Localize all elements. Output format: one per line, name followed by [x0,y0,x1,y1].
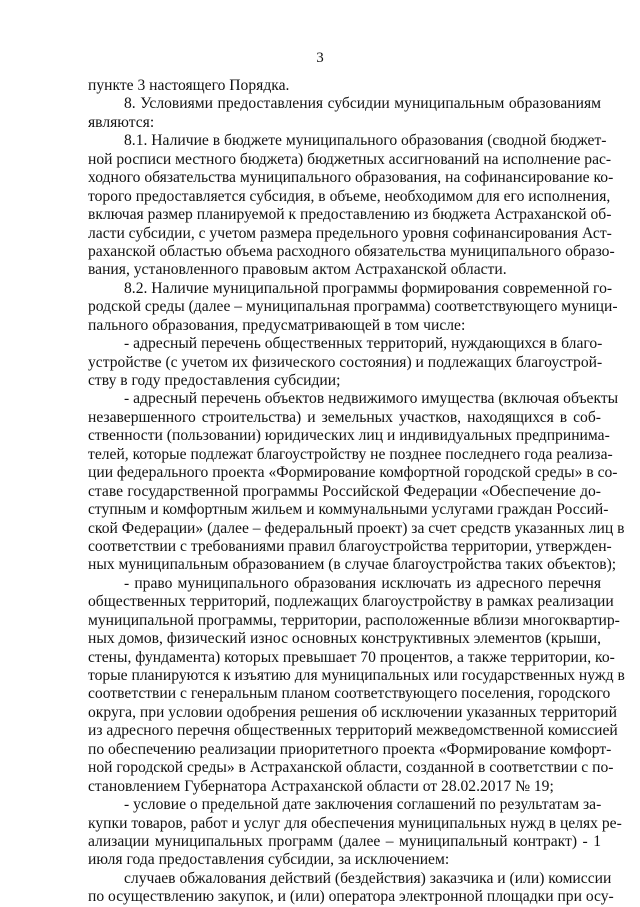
text-line: ласти субсидии, с учетом размера предельного уровня софинансирования Аст- [88,224,612,242]
text-line: телей, которые подлежат благоустройству не позднее последнего года реализа- [88,445,613,463]
text-line: соответствии с требованиями правил благоустройства территории, утвержден- [88,537,612,555]
page-number: 3 [316,50,324,66]
document-body [88,77,625,907]
text-line: купки товаров, работ и услуг для обеспечения муниципальных нужд в целях ре- [88,814,622,832]
text-line: являются: [88,113,155,131]
text-line: незавершенного строительства) и земельных участков, находящихся в соб- [88,408,601,426]
text-line: случаев обжалования действий (бездействия) заказчика и (или) комиссии [124,869,612,887]
text-line: ственности (пользовании) юридических лиц и индивидуальных предпринима- [88,427,610,445]
text-line: июля года предоставления субсидии, за исключением: [88,851,450,869]
text-line: пункте 3 настоящего Порядка. [88,77,290,94]
text-line: 8. Условиями предоставления субсидии муниципальным образованиям [124,95,601,113]
text-line: общественных территорий, подлежащих благоустройству в рамках реализации [88,593,614,611]
text-line: - право муниципального образования исключать из адресного перечня [124,574,601,592]
text-line: 8.1. Наличие в бюджете муниципального образования (сводной бюджет- [124,132,607,150]
text-line: ции федерального проекта «Формирование комфортной городской среды» в со- [88,464,618,482]
text-line: стены, фундамента) которых превышает 70 процентов, а также территории, ко- [88,648,615,666]
text-line: - адресный перечень общественных территорий, нуждающихся в благо- [124,335,603,353]
text-line: - адресный перечень объектов недвижимого имущества (включая объекты [124,390,619,408]
text-line: становлением Губернатора Астраханской области от 28.02.2017 № 19; [88,777,554,795]
text-line: устройстве (с учетом их физического состояния) и подлежащих благоустрой- [88,353,603,371]
text-line: 8.2. Наличие муниципальной программы формирования современной го- [124,279,613,297]
text-line: ных муниципальным образованием (в случае благоустройства таких объектов); [88,556,617,574]
text-line: торые планируются к изъятию для муниципальных или государственных нужд в [88,667,625,684]
text-line: пального образования, предусматривающей в том числе: [88,316,466,334]
text-line: вания, установленного правовым актом Астраханской области. [88,261,507,279]
text-line: ализации муниципальных программ (далее – муниципальный контракт) - 1 [88,832,601,850]
text-line: соответствии с генеральным планом соответствующего поселения, городского [88,685,611,703]
text-line: - условие о предельной дате заключения соглашений по результатам за- [124,796,602,814]
text-line: муниципальной программы, территории, расположенные вблизи многоквартир- [88,611,620,629]
text-line: ных домов, физический износ основных конструктивных элементов (крыши, [88,630,601,648]
text-line: родской среды (далее – муниципальная программа) соответствующего муници- [88,298,618,316]
text-line: ной городской среды» в Астраханской области, созданной в соответствии с по- [88,759,614,777]
text-line: ходного обязательства муниципального образования, на софинансирование ко- [88,169,614,187]
text-line: раханской областью объема расходного обязательства муниципального образо- [88,242,615,260]
text-line: ной росписи местного бюджета) бюджетных ассигнований на исполнение рас- [88,150,612,168]
text-line: включая размер планируемой к предоставлению из бюджета Астраханской об- [88,206,612,224]
text-line: ству в году предоставления субсидии; [88,372,341,389]
text-line: торого предоставляется субсидия, в объеме, необходимом для его исполнения, [88,187,611,205]
text-line: ской Федерации» (далее – федеральный проект) за счет средств указанных лиц в [88,519,625,537]
text-line: по обеспечению реализации приоритетного проекта «Формирование комфорт- [88,740,612,758]
text-line: ступным и комфортным жильем и коммунальными услугами граждан Россий- [88,501,609,519]
text-line: округа, при условии одобрения решения об исключении указанных территорий [88,703,617,721]
text-line: по осуществлению закупок, и (или) оператора электронной площадки при осу- [88,888,614,906]
text-line: ставе государственной программы Российской Федерации «Обеспечение до- [88,482,601,500]
text-line: из адресного перечня общественных территорий межведомственной комиссией [88,722,618,740]
